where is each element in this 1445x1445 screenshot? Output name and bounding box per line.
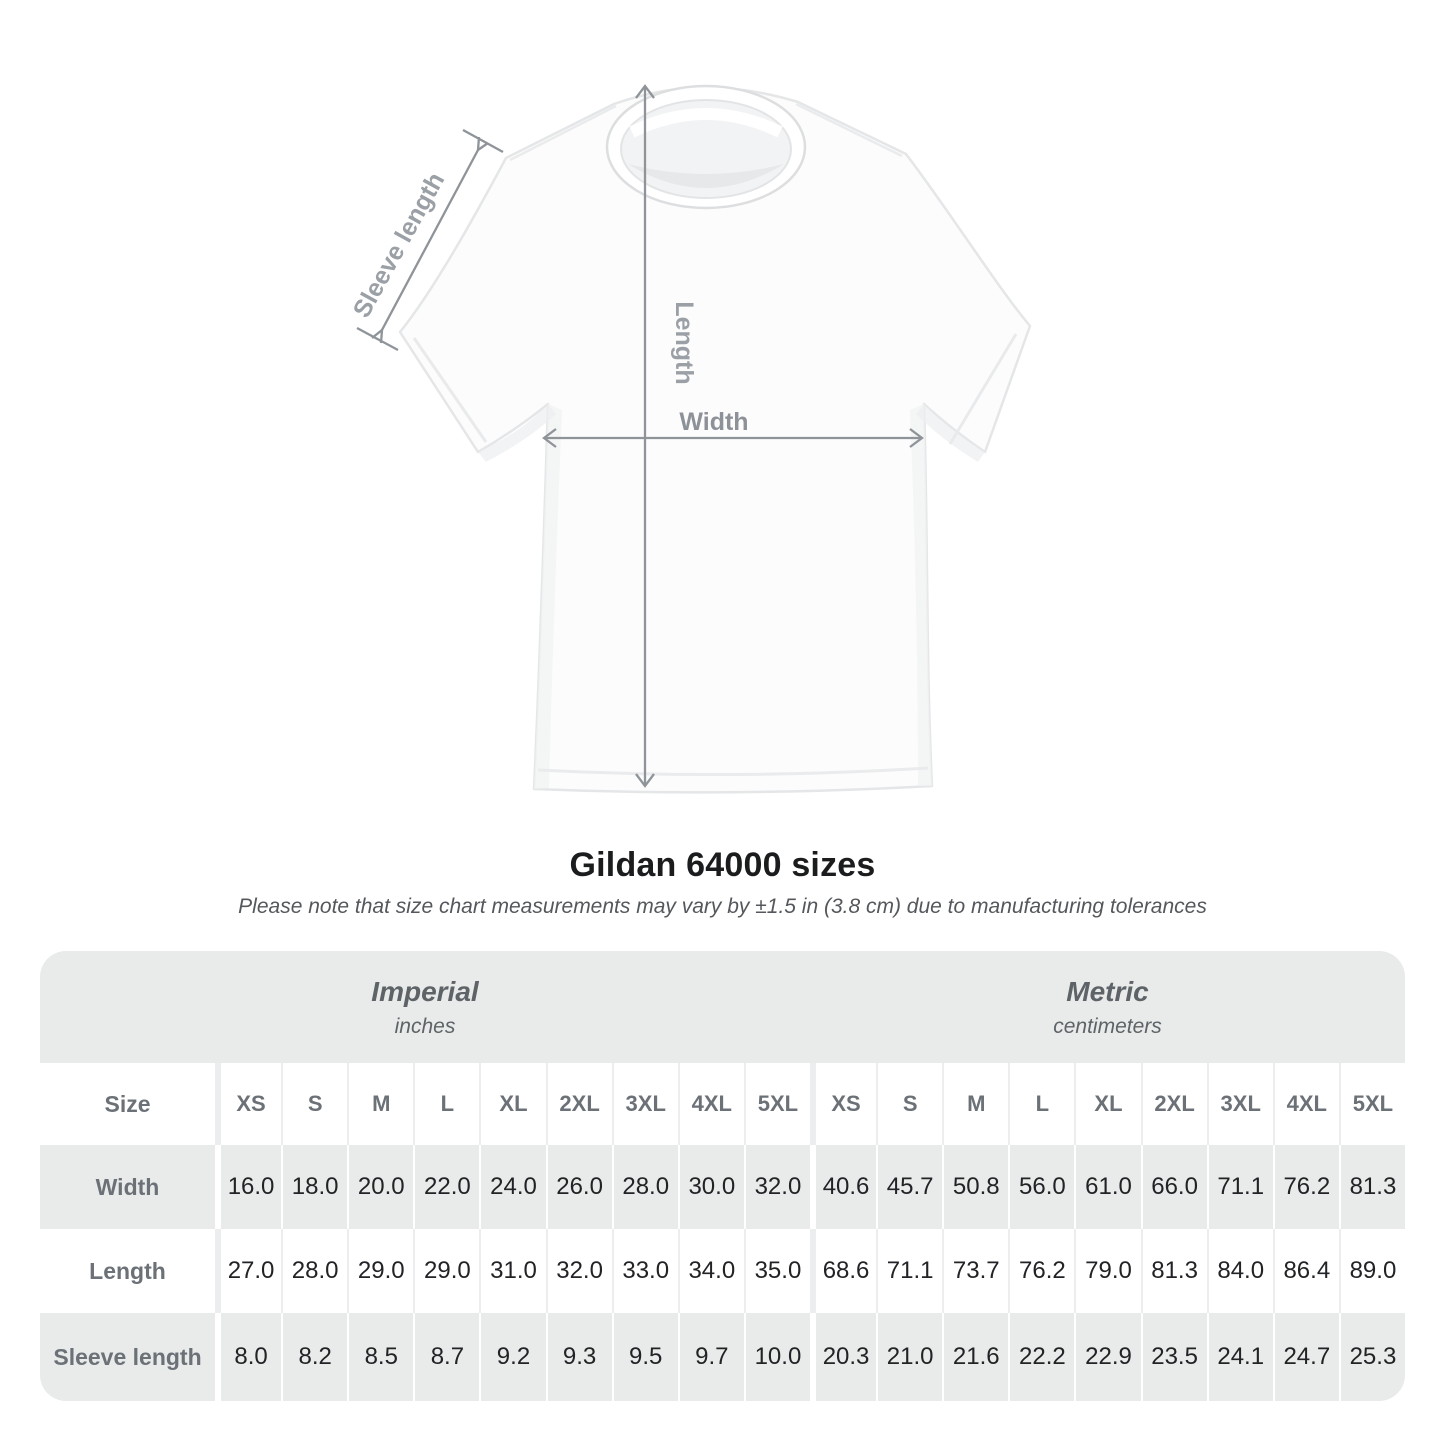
value-cell-imperial-xs: 8.0 [215, 1313, 281, 1401]
value-cell-imperial-2xl: 32.0 [546, 1229, 612, 1313]
table-row-width [40, 1145, 1405, 1229]
value-cell-metric-3xl: 84.0 [1207, 1229, 1273, 1313]
size-column-header: Size [40, 1063, 215, 1145]
value-cell-metric-s: 71.1 [876, 1229, 942, 1313]
value-cell-metric-xl: 79.0 [1074, 1229, 1140, 1313]
value-cell-metric-xs: 68.6 [810, 1229, 876, 1313]
value-cell-metric-5xl: 89.0 [1339, 1229, 1405, 1313]
value-cell-metric-m: 21.6 [942, 1313, 1008, 1401]
value-cell-imperial-xl: 24.0 [479, 1145, 545, 1229]
value-cell-imperial-xs: 27.0 [215, 1229, 281, 1313]
size-header-metric-3xl: 3XL [1207, 1063, 1273, 1145]
unit-header-band [40, 951, 1405, 1063]
imperial-header [40, 951, 810, 1063]
size-header-imperial-xs: XS [215, 1063, 281, 1145]
value-cell-imperial-m: 29.0 [347, 1229, 413, 1313]
size-header-metric-xl: XL [1074, 1063, 1140, 1145]
value-cell-imperial-s: 8.2 [281, 1313, 347, 1401]
size-header-imperial-xl: XL [479, 1063, 545, 1145]
value-cell-imperial-l: 29.0 [413, 1229, 479, 1313]
value-cell-metric-2xl: 23.5 [1141, 1313, 1207, 1401]
length-label: Length [670, 301, 698, 385]
size-header-metric-2xl: 2XL [1141, 1063, 1207, 1145]
page-title: Gildan 64000 sizes [569, 846, 876, 884]
value-cell-imperial-3xl: 9.5 [612, 1313, 678, 1401]
value-cell-metric-xl: 61.0 [1074, 1145, 1140, 1229]
imperial-header-title: Imperial [371, 975, 479, 1007]
value-cell-imperial-2xl: 9.3 [546, 1313, 612, 1401]
value-cell-imperial-m: 8.5 [347, 1313, 413, 1401]
size-header-row [40, 1063, 1405, 1145]
tolerance-note: Please note that size chart measurements may vary by ±1.5 in (3.8 cm) due to manufacturing tolerances [238, 895, 1207, 918]
value-cell-metric-5xl: 25.3 [1339, 1313, 1405, 1401]
sleeve-length-label: Sleeve length [347, 167, 451, 323]
value-cell-imperial-5xl: 35.0 [744, 1229, 810, 1313]
value-cell-metric-m: 50.8 [942, 1145, 1008, 1229]
value-cell-imperial-4xl: 9.7 [678, 1313, 744, 1401]
row-label: Sleeve length [40, 1313, 215, 1401]
value-cell-imperial-3xl: 28.0 [612, 1145, 678, 1229]
value-cell-metric-4xl: 76.2 [1273, 1145, 1339, 1229]
table-row-sleeve-length [40, 1313, 1405, 1401]
value-cell-metric-xs: 20.3 [810, 1313, 876, 1401]
row-label: Length [40, 1229, 215, 1313]
value-cell-metric-m: 73.7 [942, 1229, 1008, 1313]
value-cell-metric-l: 22.2 [1008, 1313, 1074, 1401]
size-header-imperial-5xl: 5XL [744, 1063, 810, 1145]
value-cell-imperial-s: 18.0 [281, 1145, 347, 1229]
value-cell-imperial-5xl: 32.0 [744, 1145, 810, 1229]
value-cell-metric-5xl: 81.3 [1339, 1145, 1405, 1229]
width-label: Width [679, 408, 749, 436]
size-header-metric-xs: XS [810, 1063, 876, 1145]
value-cell-metric-s: 21.0 [876, 1313, 942, 1401]
value-cell-imperial-xl: 31.0 [479, 1229, 545, 1313]
metric-header-title: Metric [1066, 975, 1149, 1007]
value-cell-metric-3xl: 24.1 [1207, 1313, 1273, 1401]
value-cell-metric-l: 56.0 [1008, 1145, 1074, 1229]
value-cell-imperial-l: 22.0 [413, 1145, 479, 1229]
imperial-header-unit: inches [394, 1014, 456, 1038]
value-cell-imperial-5xl: 10.0 [744, 1313, 810, 1401]
value-cell-imperial-xs: 16.0 [215, 1145, 281, 1229]
row-label: Width [40, 1145, 215, 1229]
value-cell-imperial-4xl: 30.0 [678, 1145, 744, 1229]
size-header-imperial-2xl: 2XL [546, 1063, 612, 1145]
size-header-imperial-m: M [347, 1063, 413, 1145]
value-cell-imperial-l: 8.7 [413, 1313, 479, 1401]
size-header-metric-4xl: 4XL [1273, 1063, 1339, 1145]
value-cell-metric-4xl: 86.4 [1273, 1229, 1339, 1313]
value-cell-metric-3xl: 71.1 [1207, 1145, 1273, 1229]
size-header-metric-m: M [942, 1063, 1008, 1145]
value-cell-imperial-4xl: 34.0 [678, 1229, 744, 1313]
value-cell-imperial-2xl: 26.0 [546, 1145, 612, 1229]
value-cell-metric-xs: 40.6 [810, 1145, 876, 1229]
value-cell-metric-4xl: 24.7 [1273, 1313, 1339, 1401]
value-cell-imperial-m: 20.0 [347, 1145, 413, 1229]
size-table-rows [40, 1063, 1405, 1401]
table-row-length [40, 1229, 1405, 1313]
value-cell-metric-2xl: 66.0 [1141, 1145, 1207, 1229]
value-cell-metric-2xl: 81.3 [1141, 1229, 1207, 1313]
size-header-imperial-4xl: 4XL [678, 1063, 744, 1145]
size-header-metric-s: S [876, 1063, 942, 1145]
metric-header [810, 951, 1405, 1063]
size-header-imperial-s: S [281, 1063, 347, 1145]
size-header-imperial-3xl: 3XL [612, 1063, 678, 1145]
value-cell-imperial-3xl: 33.0 [612, 1229, 678, 1313]
value-cell-metric-s: 45.7 [876, 1145, 942, 1229]
value-cell-imperial-xl: 9.2 [479, 1313, 545, 1401]
size-header-imperial-l: L [413, 1063, 479, 1145]
metric-header-unit: centimeters [1053, 1014, 1162, 1038]
value-cell-metric-l: 76.2 [1008, 1229, 1074, 1313]
value-cell-imperial-s: 28.0 [281, 1229, 347, 1313]
value-cell-metric-xl: 22.9 [1074, 1313, 1140, 1401]
size-header-metric-5xl: 5XL [1339, 1063, 1405, 1145]
size-header-metric-l: L [1008, 1063, 1074, 1145]
size-table [40, 951, 1405, 1401]
